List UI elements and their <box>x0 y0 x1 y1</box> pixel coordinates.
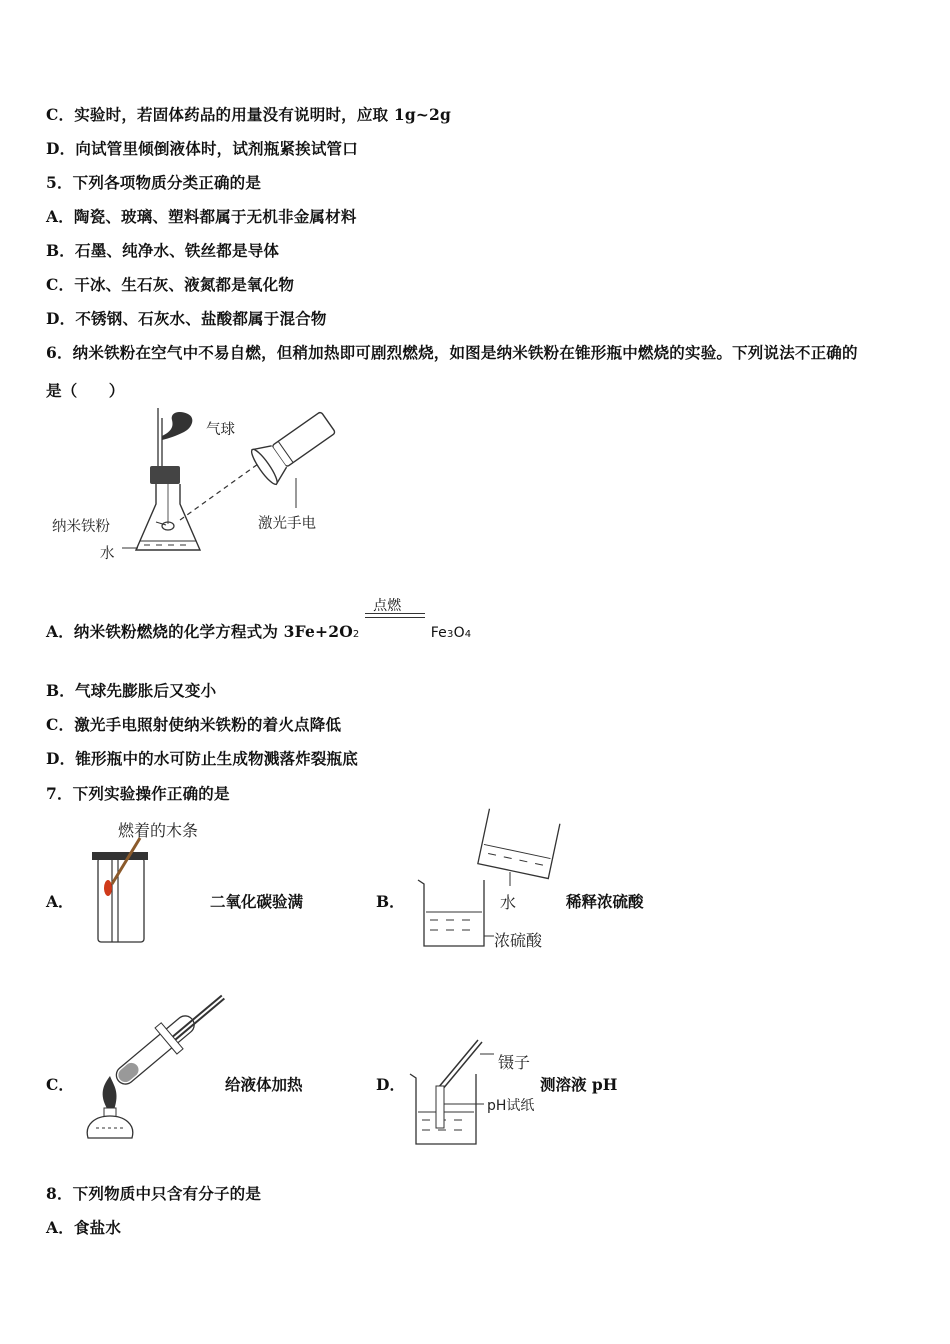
q6-option-d: D．锥形瓶中的水可防止生成物溅落炸裂瓶底 <box>46 749 358 768</box>
q4-option-c: C．实验时，若固体药品的用量没有说明时，应取 1g~2g <box>46 105 452 124</box>
acid-label: 浓硫酸 <box>494 931 543 950</box>
q6-option-a <box>46 598 472 642</box>
burning-stick-label: 燃着的木条 <box>118 821 199 840</box>
q5-option-b: B．石墨、纯净水、铁丝都是导体 <box>46 241 280 260</box>
q7-option-d-label: 测溶液 pH <box>540 1075 618 1094</box>
q8-option-a: A．食盐水 <box>46 1218 122 1237</box>
reaction-arrow <box>365 598 425 641</box>
q7-option-a-letter: A． <box>46 892 74 911</box>
product-fe: Fe <box>430 625 447 641</box>
tweezers-label: 镊子 <box>498 1053 531 1072</box>
q6-stem-line1: 6．纳米铁粉在空气中不易自燃，但稍加热即可剧烈燃烧，如图是纳米铁粉在锥形瓶中燃烧的实验。下列说法不正确的 <box>46 343 858 362</box>
q7-option-d-letter: D． <box>376 1075 405 1094</box>
q7-option-c-label: 给液体加热 <box>225 1075 303 1094</box>
q5-option-c: C．干冰、生石灰、液氮都是氧化物 <box>46 275 295 294</box>
reaction-condition: 点燃 <box>373 598 402 614</box>
water-label-b: 水 <box>500 893 517 912</box>
co2-check-figure <box>84 838 164 946</box>
q8-stem: 8．下列物质中只含有分子的是 <box>46 1184 262 1203</box>
product-sub-3: 3 <box>447 629 454 640</box>
dilution-figure <box>410 808 570 953</box>
ph-paper-label: pH试纸 <box>487 1098 535 1114</box>
product-o: O <box>453 625 465 641</box>
q5-stem: 5．下列各项物质分类正确的是 <box>46 173 262 192</box>
q5-option-d: D．不锈钢、石灰水、盐酸都属于混合物 <box>46 309 327 328</box>
q7-option-c-letter: C． <box>46 1075 74 1094</box>
balloon-label: 气球 <box>206 422 235 438</box>
q6-option-c: C．激光手电照射使纳米铁粉的着火点降低 <box>46 715 342 734</box>
q7-option-b-label: 稀释浓硫酸 <box>566 892 644 911</box>
q7-option-b-letter: B． <box>376 892 405 911</box>
q6-option-b: B．气球先膨胀后又变小 <box>46 681 217 700</box>
iron-powder-label: 纳米铁粉 <box>52 519 110 535</box>
water-label: 水 <box>100 546 115 562</box>
equation-prefix: A．纳米铁粉燃烧的化学方程式为 3Fe+2O <box>46 622 353 641</box>
o2-subscript: 2 <box>352 629 360 640</box>
q6-stem-line2: 是（ ） <box>46 381 125 400</box>
q7-stem: 7．下列实验操作正确的是 <box>46 784 230 803</box>
product-sub-4: 4 <box>464 629 472 640</box>
heating-figure <box>78 1000 228 1145</box>
q4-option-d: D．向试管里倾倒液体时，试剂瓶紧挨试管口 <box>46 139 358 158</box>
laser-torch-label: 激光手电 <box>258 516 316 532</box>
q7-option-a-label: 二氧化碳验满 <box>210 892 304 911</box>
q5-option-a: A．陶瓷、玻璃、塑料都属于无机非金属材料 <box>46 207 357 226</box>
